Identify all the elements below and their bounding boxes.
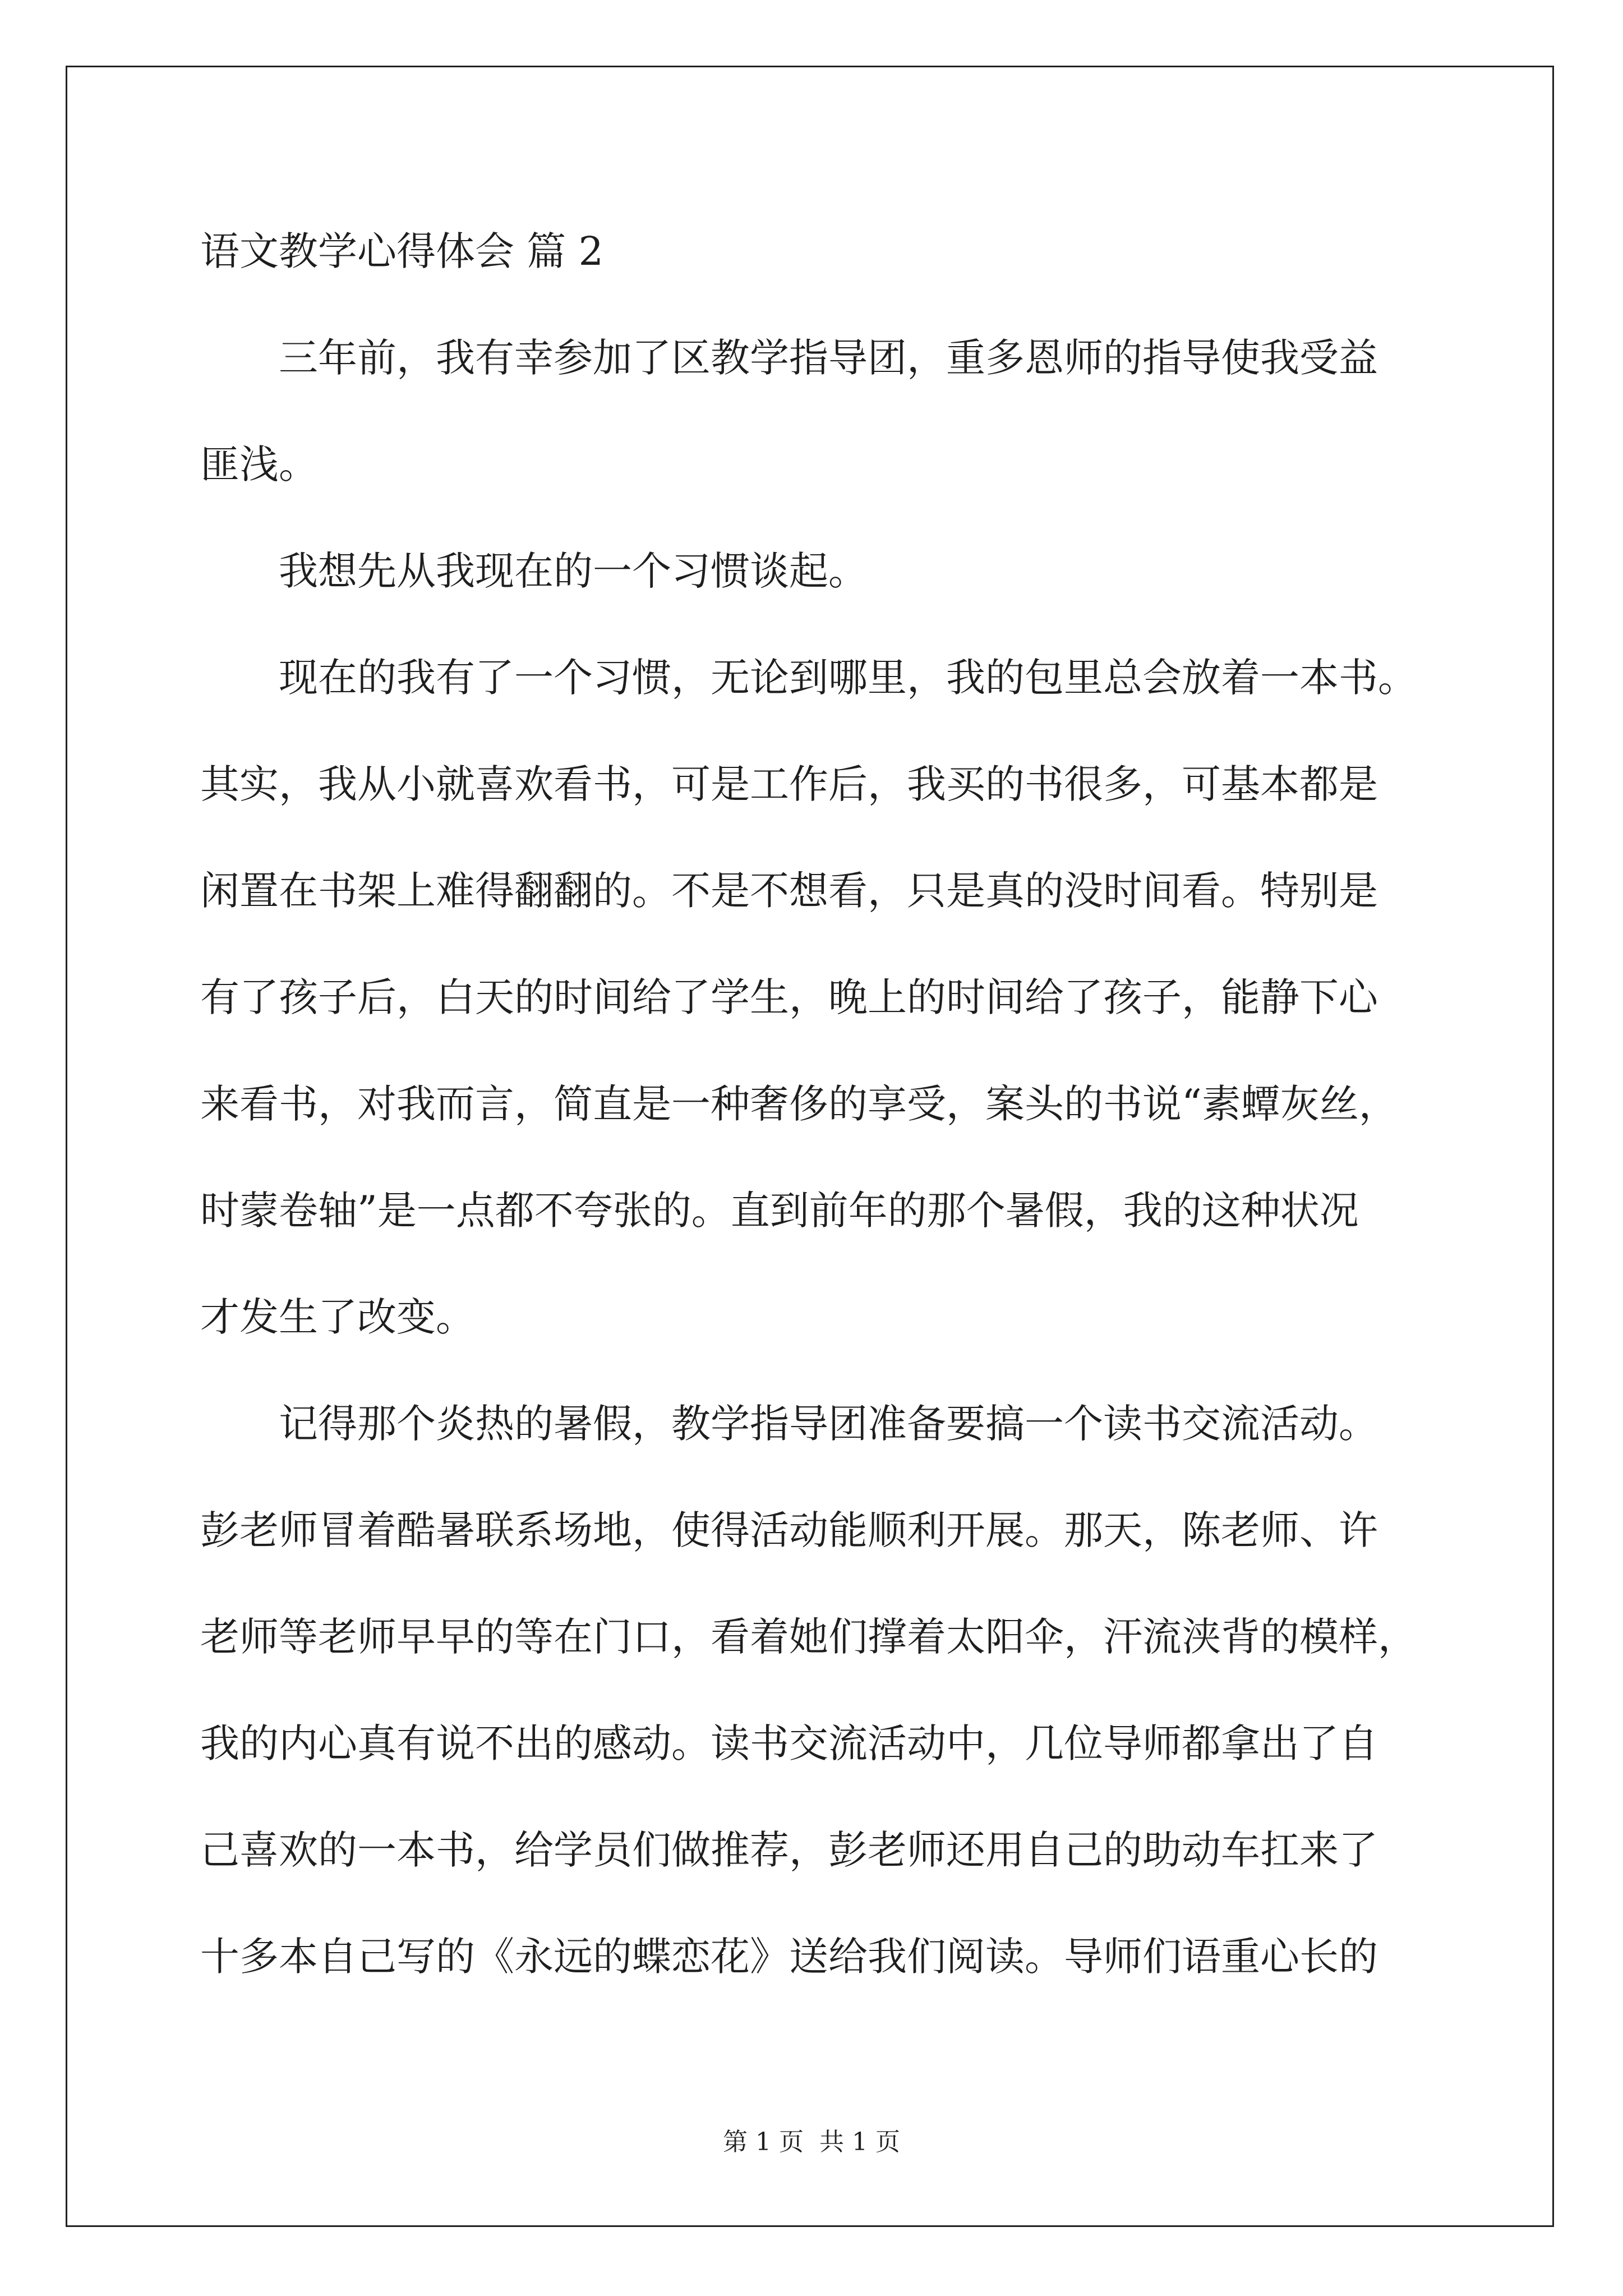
- document-title: 语文教学心得体会 篇 2: [200, 228, 604, 274]
- paragraph: [200, 1370, 1501, 2010]
- document-body: [200, 198, 1501, 2010]
- paragraph-line: 闲置在书架上难得翻翻的。不是不想看，只是真的没时间看。特别是: [200, 868, 1378, 914]
- paragraph-line: 三年前，我有幸参加了区教学指导团，重多恩师的指导使我受益: [279, 335, 1378, 381]
- paragraph-line: 彭老师冒着酷暑联系场地，使得活动能顺利开展。那天，陈老师、许: [200, 1507, 1378, 1553]
- paragraph-line: 我的内心真有说不出的感动。读书交流活动中，几位导师都拿出了自: [200, 1720, 1378, 1766]
- paragraph-line: 十多本自己写的《永远的蝶恋花》送给我们阅读。导师们语重心长的: [200, 1934, 1378, 1980]
- paragraph-line: 来看书，对我而言，简直是一种奢侈的享受，案头的书说“素蟫灰丝，: [200, 1081, 1398, 1127]
- paragraph-line: 记得那个炎热的暑假，教学指导团准备要搞一个读书交流活动。: [279, 1401, 1378, 1447]
- paragraph-line: 己喜欢的一本书，给学员们做推荐，彭老师还用自己的助动车扛来了: [200, 1827, 1378, 1873]
- paragraph: [200, 624, 1501, 1370]
- paragraph-line: 才发生了改变。: [200, 1294, 475, 1340]
- paragraph: [200, 305, 1501, 518]
- paragraph-line: 有了孩子后，白天的时间给了学生，晚上的时间给了孩子，能静下心: [200, 974, 1378, 1020]
- paragraph-line: 其实，我从小就喜欢看书，可是工作后，我买的书很多，可基本都是: [200, 761, 1378, 807]
- paragraph: [200, 518, 1501, 624]
- paragraph-line: 我想先从我现在的一个习惯谈起。: [279, 548, 868, 594]
- page-footer: 第 1 页 共 1 页: [723, 2128, 900, 2156]
- paragraph-line: 匪浅。: [200, 441, 318, 487]
- paragraph-line: 现在的我有了一个习惯，无论到哪里，我的包里总会放着一本书。: [279, 655, 1417, 701]
- paragraph-line: 老师等老师早早的等在门口，看着她们撑着太阳伞，汗流浃背的模样，: [200, 1614, 1417, 1660]
- paragraph-line: 时蒙卷轴”是一点都不夸张的。直到前年的那个暑假，我的这种状况: [200, 1188, 1359, 1234]
